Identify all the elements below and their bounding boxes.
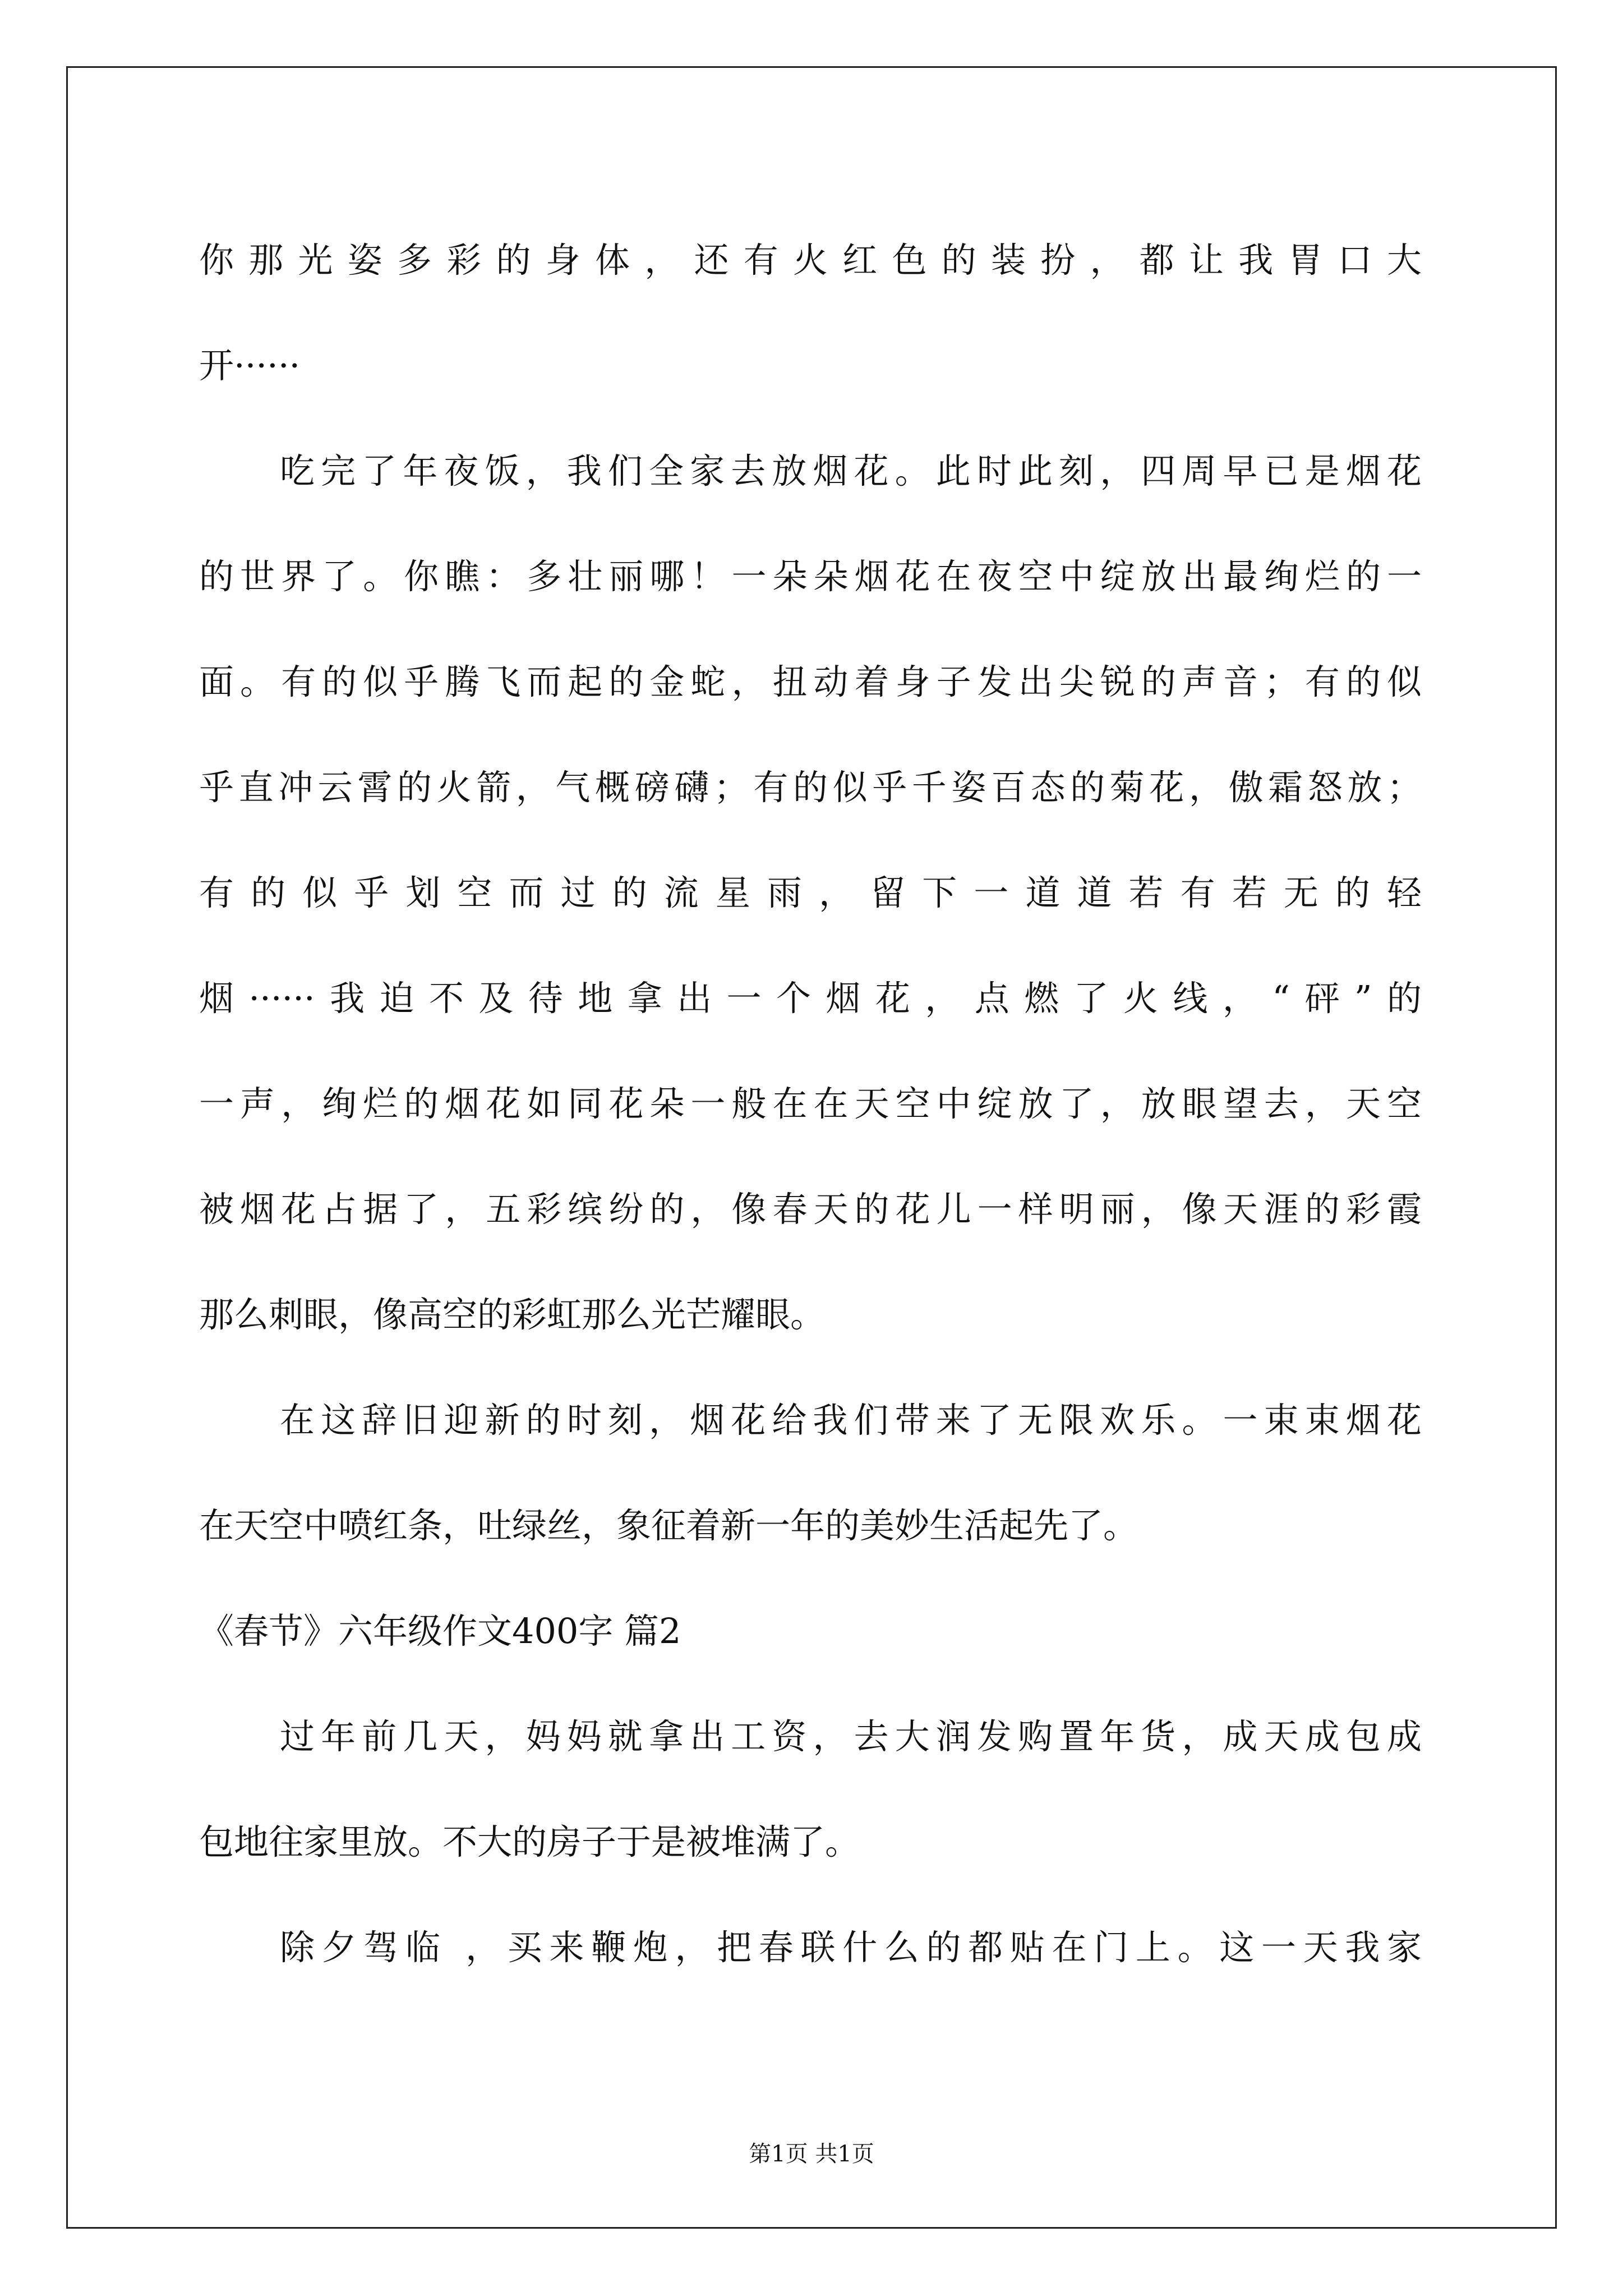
text-line: 包地往家里放。不大的房子于是被堆满了。 bbox=[199, 1821, 860, 1862]
text-line: 有的似乎划空而过的流星雨，留下一道道若有若无的轻 bbox=[199, 872, 1422, 913]
document-body bbox=[199, 208, 1422, 2000]
text-line: 被烟花占据了，五彩缤纷的，像春天的花儿一样明丽，像天涯的彩霞 bbox=[199, 1189, 1422, 1230]
text-line: 一声，绚烂的烟花如同花朵一般在在天空中绽放了，放眼望去，天空 bbox=[199, 1083, 1422, 1124]
paragraph-start-line: 除夕驾临 ，买来鞭炮，把春联什么的都贴在门上。这一天我家 bbox=[280, 1927, 1422, 1968]
text-line: 烟······我迫不及待地拿出一个烟花，点燃了火线，“砰”的 bbox=[199, 978, 1422, 1019]
paragraph-start-line: 在这辞旧迎新的时刻，烟花给我们带来了无限欢乐。一束束烟花 bbox=[280, 1400, 1422, 1441]
section-heading: 《春节》六年级作文400字 篇2 bbox=[199, 1611, 681, 1651]
text-line: 面。有的似乎腾飞而起的金蛇，扭动着身子发出尖锐的声音；有的似 bbox=[199, 661, 1422, 702]
text-line: 你那光姿多彩的身体，还有火红色的装扮，都让我胃口大 bbox=[199, 240, 1422, 280]
text-line: 的世界了。你瞧：多壮丽哪！一朵朵烟花在夜空中绽放出最绚烂的一 bbox=[199, 556, 1422, 597]
text-line: 乎直冲云霄的火箭，气概磅礴；有的似乎千姿百态的菊花，傲霜怒放； bbox=[199, 767, 1422, 808]
paragraph-start-line: 过年前几天，妈妈就拿出工资，去大润发购置年货，成天成包成 bbox=[280, 1716, 1422, 1757]
page-footer: 第1页 共1页 bbox=[749, 2141, 874, 2167]
text-line: 在天空中喷红条，吐绿丝，象征着新一年的美妙生活起先了。 bbox=[199, 1505, 1138, 1546]
text-line: 那么刺眼，像高空的彩虹那么光芒耀眼。 bbox=[199, 1294, 826, 1335]
text-line: 开······ bbox=[199, 345, 301, 386]
paragraph-start-line: 吃完了年夜饭，我们全家去放烟花。此时此刻，四周早已是烟花 bbox=[280, 450, 1422, 491]
